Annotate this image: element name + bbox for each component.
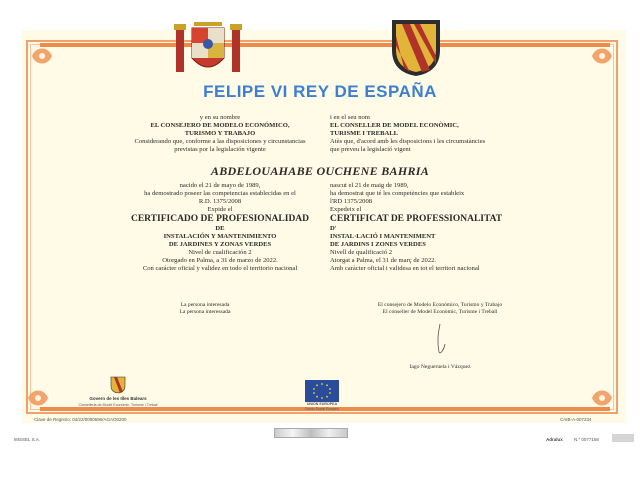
text-line: que preveu la legislació vigent	[330, 146, 411, 153]
catalan-text-column	[330, 114, 530, 154]
department-name: Conselleria de Model Econòmic, Turisme i Treball	[78, 403, 158, 407]
signature-label: El conseller de Model Econòmic, Turisme i Treball	[382, 309, 498, 315]
signature-label: La persona interesada	[180, 302, 230, 308]
recipient-name: ABDELOUAHABE OUCHENE BAHRIA	[210, 164, 430, 178]
brand-mark: Adralux	[546, 437, 563, 442]
top-border-band	[40, 43, 610, 47]
certificate-type: CERTIFICADO DE PROFESIONALIDAD	[130, 214, 310, 224]
qualification-level: Nivel de cualificación 2	[188, 249, 252, 256]
signature-label: El consejero de Modelo Económico, Turismo y Trabajo	[377, 302, 503, 308]
signature-label: La persona interessada	[179, 309, 231, 315]
issuer-title: TURISME I TREBALL	[330, 130, 399, 137]
certificate-type: CERTIFICAT DE PROFESSIONALITAT	[330, 214, 503, 224]
qualification-name: INSTAL·LACIÓ I MANTENIMENT	[330, 233, 436, 240]
text-line: Considerando que, conforme a las disposiciones y circunstancias	[134, 138, 306, 145]
validity-text: Amb caràcter oficial i validesa en tot el territori nacional	[330, 265, 480, 272]
corner-ornament-icon	[26, 386, 50, 410]
certificate-code: CAIB-A-007234	[560, 417, 592, 422]
eu-label: UNIÓN EUROPEA	[306, 402, 338, 406]
text-line: y en su nombre	[199, 114, 241, 121]
validity-text: Con carácter oficial y validez en todo el territorio nacional	[142, 265, 298, 272]
spain-coat-of-arms-icon	[172, 18, 244, 80]
signer-name: Iago Negueruela i Vázquez	[409, 364, 471, 370]
microprint-strip	[612, 434, 634, 442]
spanish-details	[120, 182, 320, 273]
text-line: D'	[330, 225, 337, 232]
qualification-level: Nivell de qualificació 2	[330, 249, 393, 256]
issuer-title: TURISMO Y TRABAJO	[184, 130, 256, 137]
printer-name: IMSSEL S.A.	[14, 437, 41, 442]
text-line: R.D. 1375/2008	[198, 198, 242, 205]
eu-fund-label: Fondo Social Europeo	[305, 407, 339, 411]
serial-number: N.º 0077168	[574, 437, 599, 442]
security-hologram	[274, 428, 348, 438]
corner-ornament-icon	[590, 44, 614, 68]
balearic-coat-of-arms-icon	[386, 16, 446, 78]
issuer-title: EL CONSEJERO DE MODELO ECONÓMICO,	[150, 122, 290, 129]
handwritten-signature-icon	[428, 322, 452, 358]
balearic-government-logo-icon	[110, 376, 126, 394]
spanish-text-column	[120, 114, 320, 154]
issue-date: Atorgat a Palma, el 31 de març de 2022.	[330, 257, 437, 264]
text-line: i en el seu nom	[330, 114, 370, 121]
text-line: nascut el 21 de maig de 1989,	[330, 182, 409, 189]
text-line: Expide el	[207, 206, 233, 213]
text-line: previstas por la legislación vigente	[174, 146, 266, 153]
issuer-title: EL CONSELLER DE MODEL ECONÒMIC,	[330, 122, 459, 129]
issue-date: Otorgado en Palma, a 31 de marzo de 2022.	[162, 257, 278, 264]
text-line: Expedeix el	[330, 206, 362, 213]
text-line: Atès que, d'acord amb les disposicions i les circumstàncies	[330, 138, 486, 145]
text-line: l'RD 1375/2008	[330, 198, 373, 205]
qualification-name: INSTALACIÓN Y MANTENIMIENTO	[163, 233, 277, 240]
catalan-details	[330, 182, 530, 273]
text-line: ha demostrado poseer las competencias establecidas en el	[144, 190, 296, 197]
qualification-name: DE JARDINS I ZONES VERDES	[330, 241, 426, 248]
registry-key: Clave de Registro: 04/22/0000590/AGAO0200	[34, 417, 127, 422]
text-line: ha demostrat que té les competències que estableix	[330, 190, 465, 197]
qualification-name: DE JARDINES Y ZONAS VERDES	[168, 241, 272, 248]
european-union-flag-icon	[305, 380, 339, 402]
corner-ornament-icon	[30, 44, 54, 68]
text-line: nacido el 21 de mayo de 1989,	[179, 182, 261, 189]
government-name: Govern de les Illes Balears	[89, 396, 147, 401]
corner-ornament-icon	[590, 386, 614, 410]
text-line: DE	[215, 225, 225, 232]
official-signature-label	[345, 302, 535, 316]
holder-signature-label	[160, 302, 250, 316]
certificate-title: FELIPE VI REY DE ESPAÑA	[203, 82, 437, 101]
